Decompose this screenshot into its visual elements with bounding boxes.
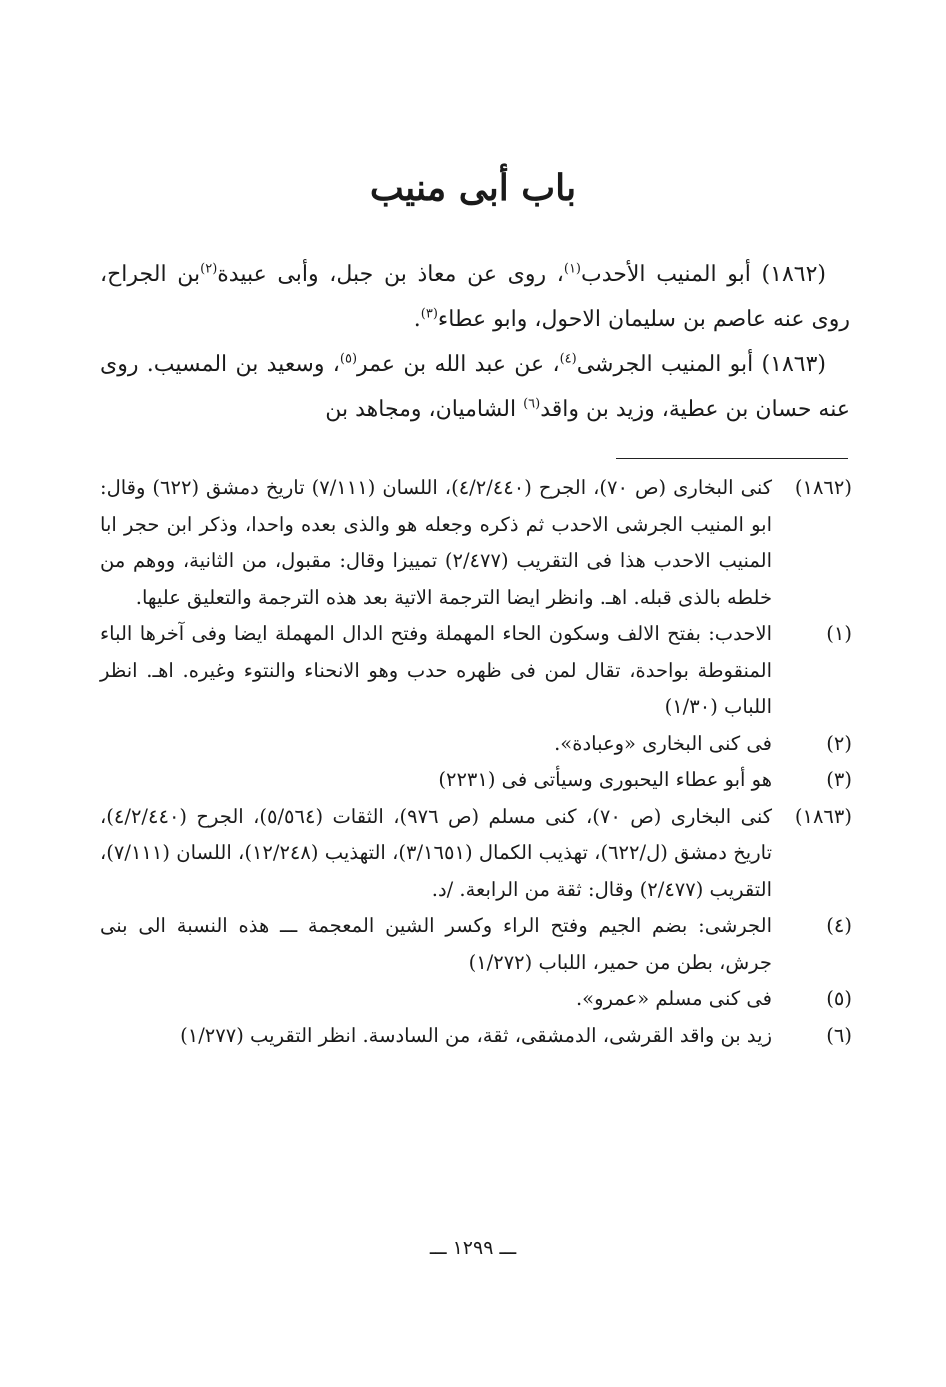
footnote-item — [100, 908, 852, 981]
footnote-text: فى كنى البخارى «وعبادة». — [554, 731, 772, 755]
footnote-item — [100, 726, 852, 763]
footnote-text: الاحدب: بفتح الالف وسكون الحاء المهملة وفتح الدال المهملة ايضا وفى آخرها الباء المنقوطة بواحدة، تقال لمن فى ظهره حدب وهو الانحناء والنتوء وغيره. اهـ. انظر اللباب (١/٣٠) — [100, 622, 772, 718]
footnote-ref-4: (٤) — [559, 351, 577, 367]
chapter-title: باب أبى منيب — [369, 167, 577, 209]
footnote-text: كنى البخارى (ص ٧٠)، الجرح (٤/٢/٤٤٠)، اللسان (٧/١١١) تاريخ دمشق (٦٢٢) وقال: ابو المنيب الجرشى الاحدب ثم ذكره وجعله هو والذى بعده واحدا، وذكر ابن حجر ابا المنيب الاحدب هذا فى التقريب (٢/٤٧٧) تمييزا وقال: مقبول، من الثانية، ووهم من خلطه بالذى قبله. اهـ. وانظر ايضا الترجمة الاتية بعد هذه الترجمة والتعليق عليها. — [100, 476, 773, 609]
footnote-item — [100, 1018, 852, 1055]
footnote-ref-6: (٦) — [523, 396, 541, 412]
footnote-item — [100, 981, 852, 1018]
footnote-text: كنى البخارى (ص ٧٠)، كنى مسلم (ص ٩٧٦)، الثقات (٥/٥٦٤)، الجرح (٤/٢/٤٤٠)، تاريخ دمشق (ل/٦٢٢)، تهذيب الكمال (٣/١٦٥١)، التهذيب (١٢/٢٤٨)، اللسان (٧/١١١)، التقريب (٢/٤٧٧) وقال: ثقة من الرابعة. /د. — [100, 804, 773, 901]
footnote-number: (٤) — [826, 914, 852, 937]
entry-1862: (١٨٦٢) أبو المنيب الأحدب$^{(١)}$، روى عن معاذ بن جبل، وأبى عبيدة$^{(٢)}$بن الجراح، روى عنه عاصم بن سليمان الاحول، وابو عطاء$^{(٣)}$. — [100, 261, 850, 332]
footnote-number: (٣) — [826, 768, 852, 791]
footnote-number: (١٨٦٢) — [794, 476, 852, 499]
footnote-ref-1: (١) — [563, 261, 581, 277]
footnote-number: (٢) — [826, 731, 852, 755]
footnote-text: فى كنى مسلم «عمرو». — [575, 987, 772, 1010]
footnote-text: الجرشى: بضم الجيم وفتح الراء وكسر الشين المعجمة ـــ هذه النسبة الى بنى جرش، بطن من حمير، اللباب (١/٢٧٢) — [100, 914, 772, 974]
footnote-text: هو أبو عطاء اليحبورى وسيأتى فى (٢٢٣١) — [438, 768, 772, 791]
footnote-separator — [616, 458, 848, 459]
footnote-ref-5: (٥) — [339, 351, 358, 367]
footnote-item — [100, 799, 852, 909]
footnote-text: زيد بن واقد القرشى، الدمشقى، ثقة، من السادسة. انظر التقريب (١/٢٧٧) — [180, 1023, 772, 1047]
footnote-item — [100, 762, 852, 799]
footnote-number: (١٨٦٣) — [794, 804, 852, 828]
footnote-number: (١) — [826, 622, 852, 645]
footnote-number: (٦) — [826, 1023, 852, 1047]
footnote-item — [100, 616, 852, 726]
main-text — [100, 252, 850, 432]
page-number: ـــ ١٢٩٩ ـــ — [429, 1237, 517, 1259]
entry-1863: (١٨٦٣) أبو المنيب الجرشى$^{(٤)}$، عن عبد الله بن عمر$^{(٥)}$، وسعيد بن المسيب. روى عنه حسان بن عطية، وزيد بن واقد$^{(٦)}$ الشاميان، ومجاهد بن — [100, 351, 850, 422]
footnotes — [100, 470, 852, 1054]
footnote-item — [100, 470, 852, 616]
footnote-ref-2: (٢) — [200, 261, 218, 277]
footnote-number: (٥) — [826, 987, 852, 1010]
footnote-ref-3: (٣) — [420, 306, 438, 322]
